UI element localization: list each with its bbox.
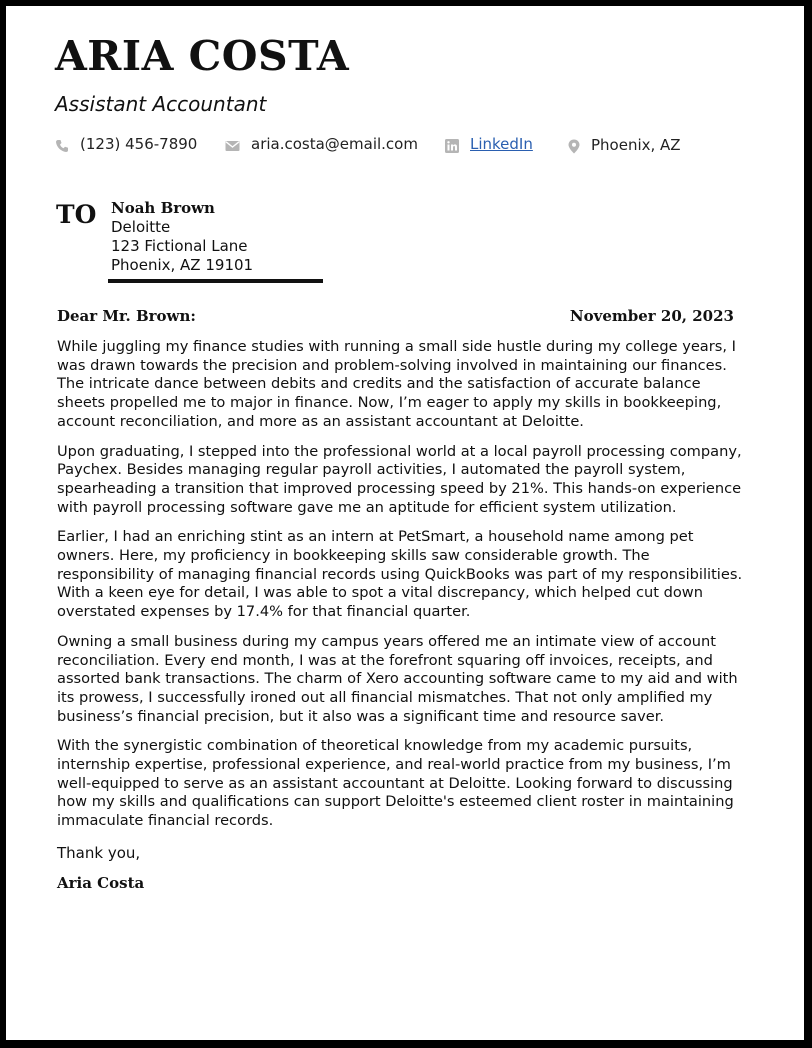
closing-line: Thank you,	[57, 844, 141, 862]
to-label: TO	[56, 200, 97, 229]
recipient-city: Phoenix, AZ 19101	[111, 256, 254, 274]
location-icon	[568, 139, 580, 154]
body-paragraph: With the synergistic combination of theoretical knowledge from my academic pursuits, internship expertise, professional experience, and real-world practice from my business, I’m well-equipped to serve as an assistant accountant at Deloitte. Looking forward to discussing how my skills and qualifications can support Deloitte's esteemed client roster in maintaining immaculate financial records.	[57, 737, 734, 830]
contact-linkedin	[445, 135, 533, 153]
signature-name: Aria Costa	[57, 874, 145, 892]
letter-page	[6, 6, 804, 1040]
contact-bar	[55, 135, 775, 157]
phone-number: (123) 456-7890	[80, 135, 198, 153]
applicant-name: ARIA COSTA	[55, 32, 350, 80]
recipient-divider	[108, 279, 323, 283]
recipient-company: Deloitte	[111, 218, 171, 236]
body-paragraph: Earlier, I had an enriching stint as an intern at PetSmart, a household name among pet owners. Here, my proficiency in bookkeeping skills saw considerable growth. The responsibility of managing financial records using QuickBooks was part of my responsibilities. With a keen eye for detail, I was able to spot a vital discrepancy, which helped cut down overstated expenses by 17.4% for that financial quarter.	[57, 528, 743, 621]
location-text: Phoenix, AZ	[591, 135, 681, 154]
contact-phone	[55, 135, 197, 153]
body-paragraph: While juggling my finance studies with running a small side hustle during my college years, I was drawn towards the precision and problem-solving involved in maintaining our finances. The intricate dance between debits and credits and the satisfaction of accurate balance sheets propelled me to major in finance. Now, I’m eager to apply my skills in bookkeeping, account reconciliation, and more as an assistant accountant at Deloitte.	[57, 338, 736, 430]
recipient-name: Noah Brown	[111, 199, 215, 217]
recipient-block	[111, 199, 253, 275]
letter-date: November 20, 2023	[569, 307, 734, 325]
linkedin-icon	[445, 139, 459, 153]
letter-body	[57, 338, 747, 842]
body-paragraph: Owning a small business during my campus years offered me an intimate view of account reconciliation. Every end month, I was at the forefront squaring off invoices, receipts, and assorted bank transactions. The charm of Xero accounting software came to my aid and with its prowess, I successfully ironed out all financial mismatches. That not only amplified my business’s financial precision, but it also was a significant time and resource saver.	[57, 632, 738, 725]
contact-email	[225, 135, 418, 153]
phone-icon	[55, 139, 69, 153]
recipient-street: 123 Fictional Lane	[111, 237, 248, 255]
applicant-title: Assistant Accountant	[55, 92, 267, 116]
contact-location	[568, 135, 681, 154]
salutation: Dear Mr. Brown:	[57, 307, 196, 325]
email-address: aria.costa@email.com	[251, 135, 418, 153]
linkedin-link[interactable]: LinkedIn	[470, 135, 533, 153]
email-icon	[225, 140, 240, 152]
body-paragraph: Upon graduating, I stepped into the professional world at a local payroll processing company, Paychex. Besides managing regular payroll activities, I automated the payroll system, spearheading a transition that improved processing speed by 21%. This hands-on experience with payroll processing software gave me an aptitude for efficient system utilization.	[57, 442, 742, 516]
